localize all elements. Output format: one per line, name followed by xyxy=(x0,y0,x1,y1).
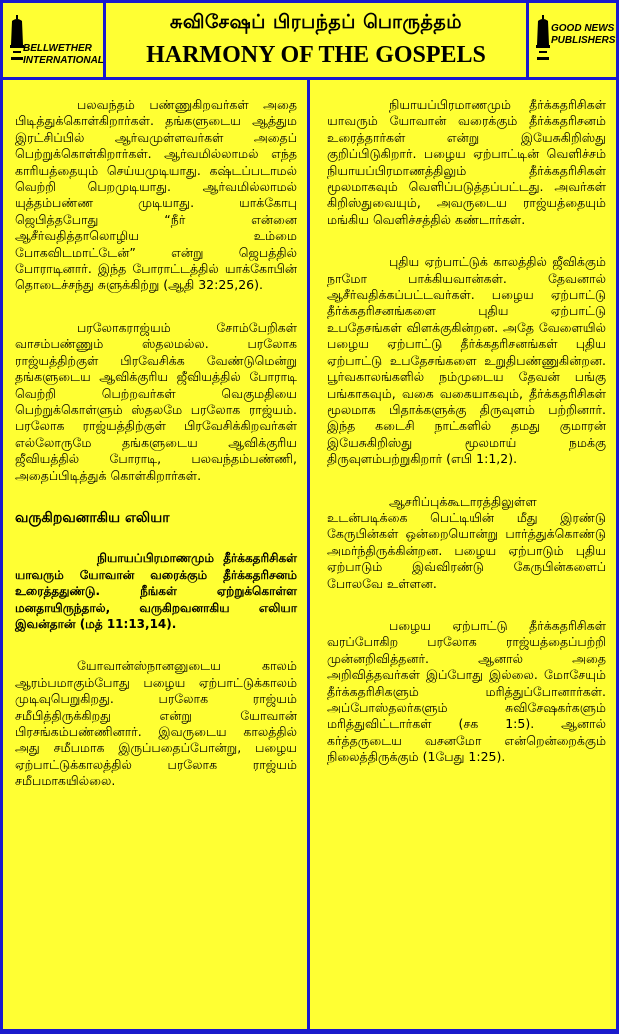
title-english: HARMONY OF THE GOSPELS xyxy=(146,42,486,68)
bell-icon xyxy=(535,15,551,63)
paragraph: நியாயப்பிரமாணமும் தீர்க்கதரிசிகள் யாவரும் யோவான் வரைக்கும் தீர்க்கதரிசனம் உரைத்தார்கள் என்று இயேசுகிறிஸ்து குறிப்பிடுகிறார். பழைய ஏற்பாட்டின் வெளிச்சம் நியாயப்பிரமாணத்திலும் தீர்க்கதரிசிகள் மூலமாகவும் வெளிப்படுத்தப்பட்டது. அவர்கள் கிறிஸ்துவையும், அவருடைய ராஜ்யத்தையும் மங்கிய வெளிச்சத்தில் கண்டார்கள். xyxy=(327,97,606,227)
title-tamil: சுவிசேஷப் பிரபந்தப் பொருத்தம் xyxy=(169,11,463,33)
paragraph: புதிய ஏற்பாட்டுக் காலத்தில் ஜீவிக்கும் நாமோ பாக்கியவான்கள். தேவனால் ஆசீர்வதிக்கப்பட்டவர்கள். பழைய ஏற்பாட்டு தீர்க்கதரிசனங்களை புதிய ஏற்பாட்டு உபதேசங்கள் விளக்குகின்றன. அதே வேளையில் பழைய ஏற்பாட்டு தீர்க்கதரிசனங்கள் புதிய ஏற்பாட்டு உபதேசங்களை உறுதிபண்ணுகின்றன. பூர்வகாலங்களில் நம்முடைய தேவன் பங்கு பங்காகவும், வகை வகையாகவும், தீர்க்கதரிசிகள் மூலமாக பிதாக்களுக்கு திருவுளம் பற்றினார். இந்த கடைசி நாட்களில் தமது குமாரன் இயேசுகிறிஸ்து மூலமாய் நமக்கு திருவுளம்பற்றுகிறார் (எபி 1:1,2). xyxy=(327,254,606,467)
good-news-logo xyxy=(526,3,616,77)
bellwether-logo xyxy=(3,3,106,77)
paragraph: பரலோகராஜ்யம் சோம்பேறிகள் வாசம்பண்ணும் ஸ்தலமல்ல. பரலோக ராஜ்யத்திற்குள் பிரவேசிக்க வேண்டுமென்று தங்களுடைய ஆவிக்குரிய ஜீவியத்தில் போராடி வெற்றி பெற்றவர்கள் வெகுமதியை பெற்றுக்கொள்ளும் ஸ்தலமே பரலோக ராஜ்யம். பரலோக ராஜ்யத்திற்குள் பிரவேசிக்கிறவர்கள் எல்லோருமே தங்களுடைய ஆவிக்குரிய ஜீவியத்தில் போராடி, பலவந்தம்பண்ணி, அதைப்பிடித்துக் கொள்கிறார்கள். xyxy=(15,319,297,483)
paragraph: பலவந்தம் பண்ணுகிறவர்கள் அதை பிடித்துக்கொள்கிறார்கள். தங்களுடைய ஆத்தும இரட்சிப்பில் ஆர்வமுள்ளவர்கள் அதைப் பெற்றுக்கொள்கிறார்கள். ஆர்வமில்லாமல் எந்த காரியத்தையும் செய்யமுடியாது. கஷ்டப்படாமல் வெற்றி பெறமுடியாது. ஆர்வமில்லாமல் யுத்தம்பண்ண முடியாது. யாக்கோபு ஜெபித்தபோது “நீர் என்னை ஆசீர்வதித்தாலொழிய உம்மை போகவிடமாட்டேன்” என்று ஜெபத்தில் போராடினார். இந்த போராட்டத்தில் யாக்கோபின் தொடைச்சந்து சுளுக்கிற்று (ஆதி 32:25,26). xyxy=(15,97,297,293)
paragraph: யோவான்ஸ்நானனுடைய காலம் ஆரம்பமாகும்போது பழைய ஏற்பாட்டுக்காலம் முடிவுபெறுகிறது. பரலோக ராஜ்யம் சமீபித்திருக்கிறது என்று யோவான் பிரசங்கம்பண்ணினார். இவருடைய காலத்தில் அது சமீபமாக இருப்பதைப்போன்று, பழைய ஏற்பாட்டுக்காலத்தில் பரலோக ராஜ்யம் சமீபமாகயில்லை. xyxy=(15,658,297,789)
paragraph: பழைய ஏற்பாட்டு தீர்க்கதரிசிகள் வரப்போகிற பரலோக ராஜ்யத்தைப்பற்றி முன்னறிவித்தனர். ஆனால் அதை அறிவித்தவர்கள் இப்போது இல்லை. மோசேயும் தீர்க்கதரிசிகளும் மரித்துப்போனார்கள். அப்போஸ்தலர்களும் சுவிசேஷகர்களும் மரித்துவிட்டார்கள் (சக 1:5). ஆனால் கர்த்தருடைய வசனமோ என்றென்றைக்கும் நிலைத்திருக்கும் (1பேது 1:25). xyxy=(327,617,606,765)
paragraph: ஆசரிப்புக்கூடாரத்திலுள்ள உடன்படிக்கை பெட்டியின் மீது இரண்டு கேருபின்கள் ஒன்றையொன்று பார்த்துக்கொண்டு அமர்ந்திருக்கின்றன. பழைய ஏற்பாடும் புதிய ஏற்பாடும் இவ்விரண்டு கேருபின்களைப் போலவே உள்ளன. xyxy=(327,493,606,591)
header xyxy=(3,3,616,80)
right-column xyxy=(313,79,616,1031)
left-logo-line2: INTERNATIONAL xyxy=(23,55,104,66)
section-heading: வருகிறவனாகிய எலியா xyxy=(15,509,170,526)
right-logo-line2: PUBLISHERS xyxy=(551,35,616,46)
right-logo-line1: GOOD NEWS xyxy=(551,23,615,34)
title-block xyxy=(106,3,526,77)
divider xyxy=(3,1029,616,1031)
left-column xyxy=(3,79,310,1031)
left-logo-line1: BELLWETHER xyxy=(23,43,92,54)
scripture-quote: நியாயப்பிரமாணமும் தீர்க்கதரிசிகள் யாவரும் யோவான் வரைக்கும் தீர்க்கதரிசனம் உரைத்ததுண்டு. நீங்கள் ஏற்றுக்கொள்ள மனதாயிருந்தால், வருகிறவனாகிய எலியா இவன்தான் (மத் 11:13,14). xyxy=(15,551,297,631)
